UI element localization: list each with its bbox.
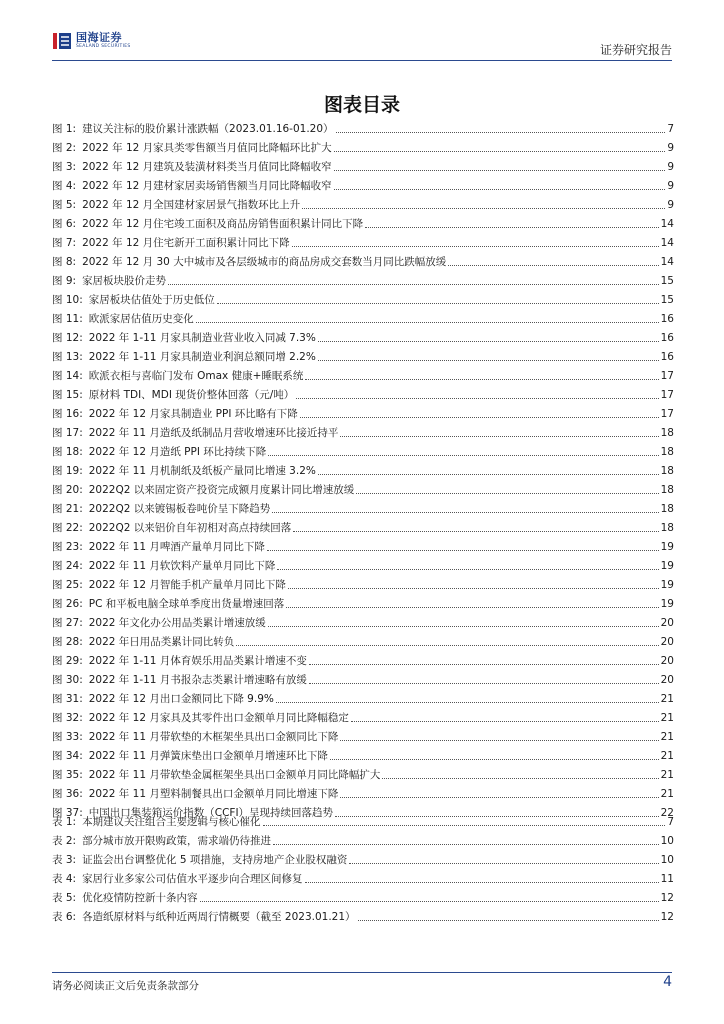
entry-title: 2022 年 11 月造纸及纸制品月营收增速环比接近持平 [88, 427, 339, 439]
figure-entry[interactable] [52, 139, 674, 158]
entry-title: 2022 年 12 月家具及其零件出口金额单月同比降幅稳定 [88, 712, 349, 724]
entry-title: 2022Q2 以来固定资产投资完成额月度累计同比增速放缓 [88, 484, 355, 496]
entry-title: 家居板块股价走势 [82, 275, 167, 287]
entry-label: 表 6: [52, 911, 77, 923]
page-header [52, 22, 672, 61]
figure-entry[interactable] [52, 367, 674, 386]
entry-page-number: 21 [660, 712, 674, 724]
figure-entry[interactable] [52, 348, 674, 367]
entry-label: 图 27: [52, 617, 83, 629]
figure-entry[interactable] [52, 386, 674, 405]
entry-page-number: 14 [660, 218, 674, 230]
figure-entry[interactable] [52, 500, 674, 519]
entry-page-number: 15 [660, 275, 674, 287]
figure-entry[interactable] [52, 196, 674, 215]
figure-entry[interactable] [52, 481, 674, 500]
entry-page-number: 19 [660, 541, 674, 553]
entry-page-number: 12 [660, 911, 674, 923]
dot-leader [340, 436, 658, 437]
entry-page-number: 16 [660, 313, 674, 325]
entry-page-number: 9 [667, 180, 674, 192]
company-logo [52, 28, 131, 54]
figure-entry[interactable] [52, 576, 674, 595]
entry-title: 家居行业多家公司估值水平逐步向合理区间修复 [82, 873, 303, 885]
figure-entry[interactable] [52, 158, 674, 177]
page-number: 4 [663, 974, 672, 990]
entry-page-number: 18 [660, 446, 674, 458]
entry-label: 图 15: [52, 389, 83, 401]
entry-title: 2022 年 12 月家具制造业 PPI 环比略有下降 [88, 408, 298, 420]
table-entry[interactable] [52, 870, 674, 889]
entry-label: 图 33: [52, 731, 83, 743]
entry-title: 2022 年 11 月带软垫的木框架坐具出口金额同比下降 [88, 731, 339, 743]
figure-entry[interactable] [52, 462, 674, 481]
entry-page-number: 9 [667, 199, 674, 211]
figure-entry[interactable] [52, 405, 674, 424]
entry-title: 家居板块估值处于历史低位 [88, 294, 215, 306]
entry-page-number: 21 [660, 788, 674, 800]
table-index-list [52, 813, 674, 927]
entry-label: 图 29: [52, 655, 83, 667]
table-entry[interactable] [52, 889, 674, 908]
figure-entry[interactable] [52, 709, 674, 728]
entry-page-number: 18 [660, 522, 674, 534]
figure-entry[interactable] [52, 120, 674, 139]
entry-label: 表 4: [52, 873, 77, 885]
dot-leader [330, 759, 659, 760]
entry-label: 表 3: [52, 854, 77, 866]
entry-title: 建议关注标的股价累计涨跌幅（2023.01.16-01.20） [82, 123, 334, 135]
entry-page-number: 20 [660, 655, 674, 667]
entry-title: 2022 年 11 月弹簧床垫出口金额单月增速环比下降 [88, 750, 328, 762]
entry-title: 2022 年日用品类累计同比转负 [88, 636, 235, 648]
entry-page-number: 12 [660, 892, 674, 904]
entry-page-number: 21 [660, 769, 674, 781]
entry-page-number: 14 [660, 237, 674, 249]
entry-title: 欧派衣柜与喜临门发布 Omax 健康+睡眠系统 [88, 370, 304, 382]
table-entry[interactable] [52, 851, 674, 870]
entry-label: 图 32: [52, 712, 83, 724]
dot-leader [200, 901, 659, 902]
entry-label: 图 31: [52, 693, 83, 705]
entry-label: 图 30: [52, 674, 83, 686]
entry-title: 2022 年 1-11 月家具制造业营业收入同减 7.3% [88, 332, 316, 344]
dot-leader [318, 341, 659, 342]
figure-entry[interactable] [52, 329, 674, 348]
entry-label: 图 6: [52, 218, 77, 230]
table-entry[interactable] [52, 813, 674, 832]
entry-page-number: 11 [660, 873, 674, 885]
dot-leader [305, 882, 659, 883]
entry-title: 2022 年 12 月住宅竣工面积及商品房销售面积累计同比下降 [82, 218, 364, 230]
entry-label: 图 24: [52, 560, 83, 572]
entry-label: 图 8: [52, 256, 77, 268]
entry-title: PC 和平板电脑全球单季度出货量增速回落 [88, 598, 285, 610]
figure-entry[interactable] [52, 310, 674, 329]
entry-title: 2022 年 11 月机制纸及纸板产量同比增速 3.2% [88, 465, 316, 477]
entry-label: 表 2: [52, 835, 77, 847]
figure-entry[interactable] [52, 690, 674, 709]
entry-title: 2022Q2 以来铝价自年初相对高点持续回落 [88, 522, 292, 534]
entry-label: 图 23: [52, 541, 83, 553]
entry-page-number: 10 [660, 835, 674, 847]
entry-label: 图 1: [52, 123, 77, 135]
entry-page-number: 18 [660, 503, 674, 515]
dot-leader [288, 588, 659, 589]
entry-page-number: 17 [660, 389, 674, 401]
entry-label: 图 36: [52, 788, 83, 800]
dot-leader [286, 607, 658, 608]
entry-label: 图 12: [52, 332, 83, 344]
dot-leader [448, 265, 658, 266]
entry-label: 图 28: [52, 636, 83, 648]
entry-title: 2022 年 11 月塑料制餐具出口金额单月同比增速下降 [88, 788, 339, 800]
dot-leader [267, 550, 659, 551]
entry-title: 部分城市放开限购政策，需求端仍待推进 [82, 835, 272, 847]
entry-page-number: 9 [667, 142, 674, 154]
dot-leader [334, 151, 666, 152]
dot-leader [277, 569, 658, 570]
entry-title: 2022 年 12 月家具类零售额当月值同比降幅环比扩大 [82, 142, 332, 154]
dot-leader [236, 645, 658, 646]
dot-leader [292, 246, 659, 247]
entry-title: 2022 年 1-11 月书报杂志类累计增速略有放缓 [88, 674, 307, 686]
dot-leader [340, 740, 658, 741]
dot-leader [340, 797, 658, 798]
entry-label: 图 7: [52, 237, 77, 249]
dot-leader [365, 227, 658, 228]
dot-leader [305, 379, 658, 380]
figure-entry[interactable] [52, 234, 674, 253]
entry-title: 2022 年 12 月出口金额同比下降 9.9% [88, 693, 274, 705]
entry-label: 图 4: [52, 180, 77, 192]
entry-label: 图 22: [52, 522, 83, 534]
entry-page-number: 18 [660, 465, 674, 477]
entry-page-number: 14 [660, 256, 674, 268]
entry-title: 2022 年 11 月软饮料产量单月同比下降 [88, 560, 276, 572]
table-entry[interactable] [52, 832, 674, 851]
dot-leader [382, 778, 658, 779]
dot-leader [263, 825, 666, 826]
entry-title: 2022 年 12 月 30 大中城市及各层级城市的商品房成交套数当月同比跌幅放缓 [82, 256, 447, 268]
entry-page-number: 17 [660, 370, 674, 382]
figure-entry[interactable] [52, 557, 674, 576]
dot-leader [309, 683, 659, 684]
dot-leader [268, 626, 659, 627]
entry-title: 中国出口集装箱运价指数（CCFI）呈现持续回落趋势 [88, 807, 334, 819]
figure-entry[interactable] [52, 671, 674, 690]
entry-page-number: 10 [660, 854, 674, 866]
entry-page-number: 9 [667, 161, 674, 173]
figure-entry[interactable] [52, 215, 674, 234]
entry-label: 图 14: [52, 370, 83, 382]
dot-leader [276, 702, 659, 703]
entry-page-number: 20 [660, 617, 674, 629]
entry-label: 图 35: [52, 769, 83, 781]
entry-label: 图 13: [52, 351, 83, 363]
entry-page-number: 7 [667, 816, 674, 828]
entry-page-number: 19 [660, 598, 674, 610]
entry-title: 2022Q2 以来镀锡板卷吨价呈下降趋势 [88, 503, 271, 515]
entry-label: 图 18: [52, 446, 83, 458]
figure-entry[interactable] [52, 538, 674, 557]
figure-entry[interactable] [52, 291, 674, 310]
figure-entry[interactable] [52, 633, 674, 652]
entry-title: 证监会出台调整优化 5 项措施，支持房地产企业股权融资 [82, 854, 348, 866]
entry-label: 表 5: [52, 892, 77, 904]
figure-entry[interactable] [52, 253, 674, 272]
entry-title: 欧派家居估值历史变化 [88, 313, 194, 325]
dot-leader [268, 455, 658, 456]
dot-leader [358, 920, 659, 921]
figure-entry[interactable] [52, 728, 674, 747]
entry-label: 图 5: [52, 199, 77, 211]
entry-label: 图 34: [52, 750, 83, 762]
dot-leader [356, 493, 658, 494]
dot-leader [196, 322, 659, 323]
entry-label: 图 10: [52, 294, 83, 306]
entry-page-number: 17 [660, 408, 674, 420]
entry-label: 图 37: [52, 807, 83, 819]
entry-page-number: 16 [660, 351, 674, 363]
entry-title: 本期建议关注组合主要逻辑与核心催化 [82, 816, 261, 828]
dot-leader [273, 844, 659, 845]
entry-title: 各造纸原材料与纸种近两周行情概要（截至 2023.01.21） [82, 911, 356, 923]
figure-entry[interactable] [52, 652, 674, 671]
figure-entry[interactable] [52, 785, 674, 804]
entry-label: 图 9: [52, 275, 77, 287]
dot-leader [349, 863, 658, 864]
entry-title: 2022 年 12 月住宅新开工面积累计同比下降 [82, 237, 290, 249]
dot-leader [318, 474, 659, 475]
dot-leader [334, 170, 666, 171]
entry-label: 图 20: [52, 484, 83, 496]
figure-entry[interactable] [52, 614, 674, 633]
entry-label: 表 1: [52, 816, 77, 828]
entry-title: 2022 年 12 月造纸 PPI 环比持续下降 [88, 446, 267, 458]
entry-label: 图 26: [52, 598, 83, 610]
dot-leader [300, 417, 659, 418]
entry-title: 2022 年 11 月带软垫金属框架坐具出口金额单月同比降幅扩大 [88, 769, 381, 781]
entry-label: 图 11: [52, 313, 83, 325]
entry-page-number: 19 [660, 560, 674, 572]
dot-leader [272, 512, 658, 513]
document-type: 证券研究报告 [599, 43, 672, 57]
dot-leader [293, 531, 658, 532]
entry-title: 2022 年 12 月建材家居卖场销售额当月同比降幅收窄 [82, 180, 332, 192]
figure-entry[interactable] [52, 766, 674, 785]
dot-leader [168, 284, 659, 285]
sealand-logo-icon [52, 31, 72, 51]
entry-title: 2022 年 12 月智能手机产量单月同比下降 [88, 579, 286, 591]
figure-entry[interactable] [52, 595, 674, 614]
entry-title: 2022 年 12 月建筑及装潢材料类当月值同比降幅收窄 [82, 161, 332, 173]
entry-page-number: 16 [660, 332, 674, 344]
entry-page-number: 20 [660, 636, 674, 648]
page-title: 图表目录 [323, 94, 400, 116]
entry-label: 图 16: [52, 408, 83, 420]
figure-index-list [52, 120, 674, 823]
entry-title: 优化疫情防控新十条内容 [82, 892, 198, 904]
dot-leader [351, 721, 659, 722]
entry-page-number: 21 [660, 750, 674, 762]
entry-label: 图 19: [52, 465, 83, 477]
entry-title: 2022 年 1-11 月家具制造业利润总额同增 2.2% [88, 351, 316, 363]
table-entry[interactable] [52, 908, 674, 927]
entry-page-number: 18 [660, 427, 674, 439]
dot-leader [309, 664, 659, 665]
figure-entry[interactable] [52, 747, 674, 766]
entry-label: 图 3: [52, 161, 77, 173]
entry-page-number: 18 [660, 484, 674, 496]
entry-title: 2022 年 1-11 月体育娱乐用品类累计增速不变 [88, 655, 307, 667]
logo-chinese-name: 国海证券 [76, 31, 122, 45]
entry-label: 图 2: [52, 142, 77, 154]
entry-page-number: 21 [660, 731, 674, 743]
entry-label: 图 21: [52, 503, 83, 515]
dot-leader [336, 132, 666, 133]
dot-leader [217, 303, 659, 304]
entry-page-number: 20 [660, 674, 674, 686]
figure-entry[interactable] [52, 272, 674, 291]
entry-page-number: 7 [667, 123, 674, 135]
dot-leader [334, 189, 666, 190]
dot-leader [302, 208, 665, 209]
entry-page-number: 15 [660, 294, 674, 306]
figure-entry[interactable] [52, 519, 674, 538]
logo-english-name: SEALAND SECURITIES [76, 44, 131, 50]
figure-entry[interactable] [52, 424, 674, 443]
entry-title: 2022 年 12 月全国建材家居景气指数环比上升 [82, 199, 301, 211]
dot-leader [318, 360, 659, 361]
page-footer [52, 972, 672, 995]
entry-title: 2022 年文化办公用品类累计增速放缓 [88, 617, 266, 629]
entry-title: 2022 年 11 月啤酒产量单月同比下降 [88, 541, 265, 553]
entry-page-number: 19 [660, 579, 674, 591]
entry-page-number: 22 [660, 807, 674, 819]
dot-leader [296, 398, 658, 399]
entry-page-number: 21 [660, 693, 674, 705]
entry-label: 图 25: [52, 579, 83, 591]
disclaimer-notice: 请务必阅读正文后免责条款部分 [52, 980, 199, 992]
entry-label: 图 17: [52, 427, 83, 439]
figure-entry[interactable] [52, 177, 674, 196]
entry-title: 原材料 TDI、MDI 现货价整体回落（元/吨） [88, 389, 295, 401]
figure-entry[interactable] [52, 443, 674, 462]
